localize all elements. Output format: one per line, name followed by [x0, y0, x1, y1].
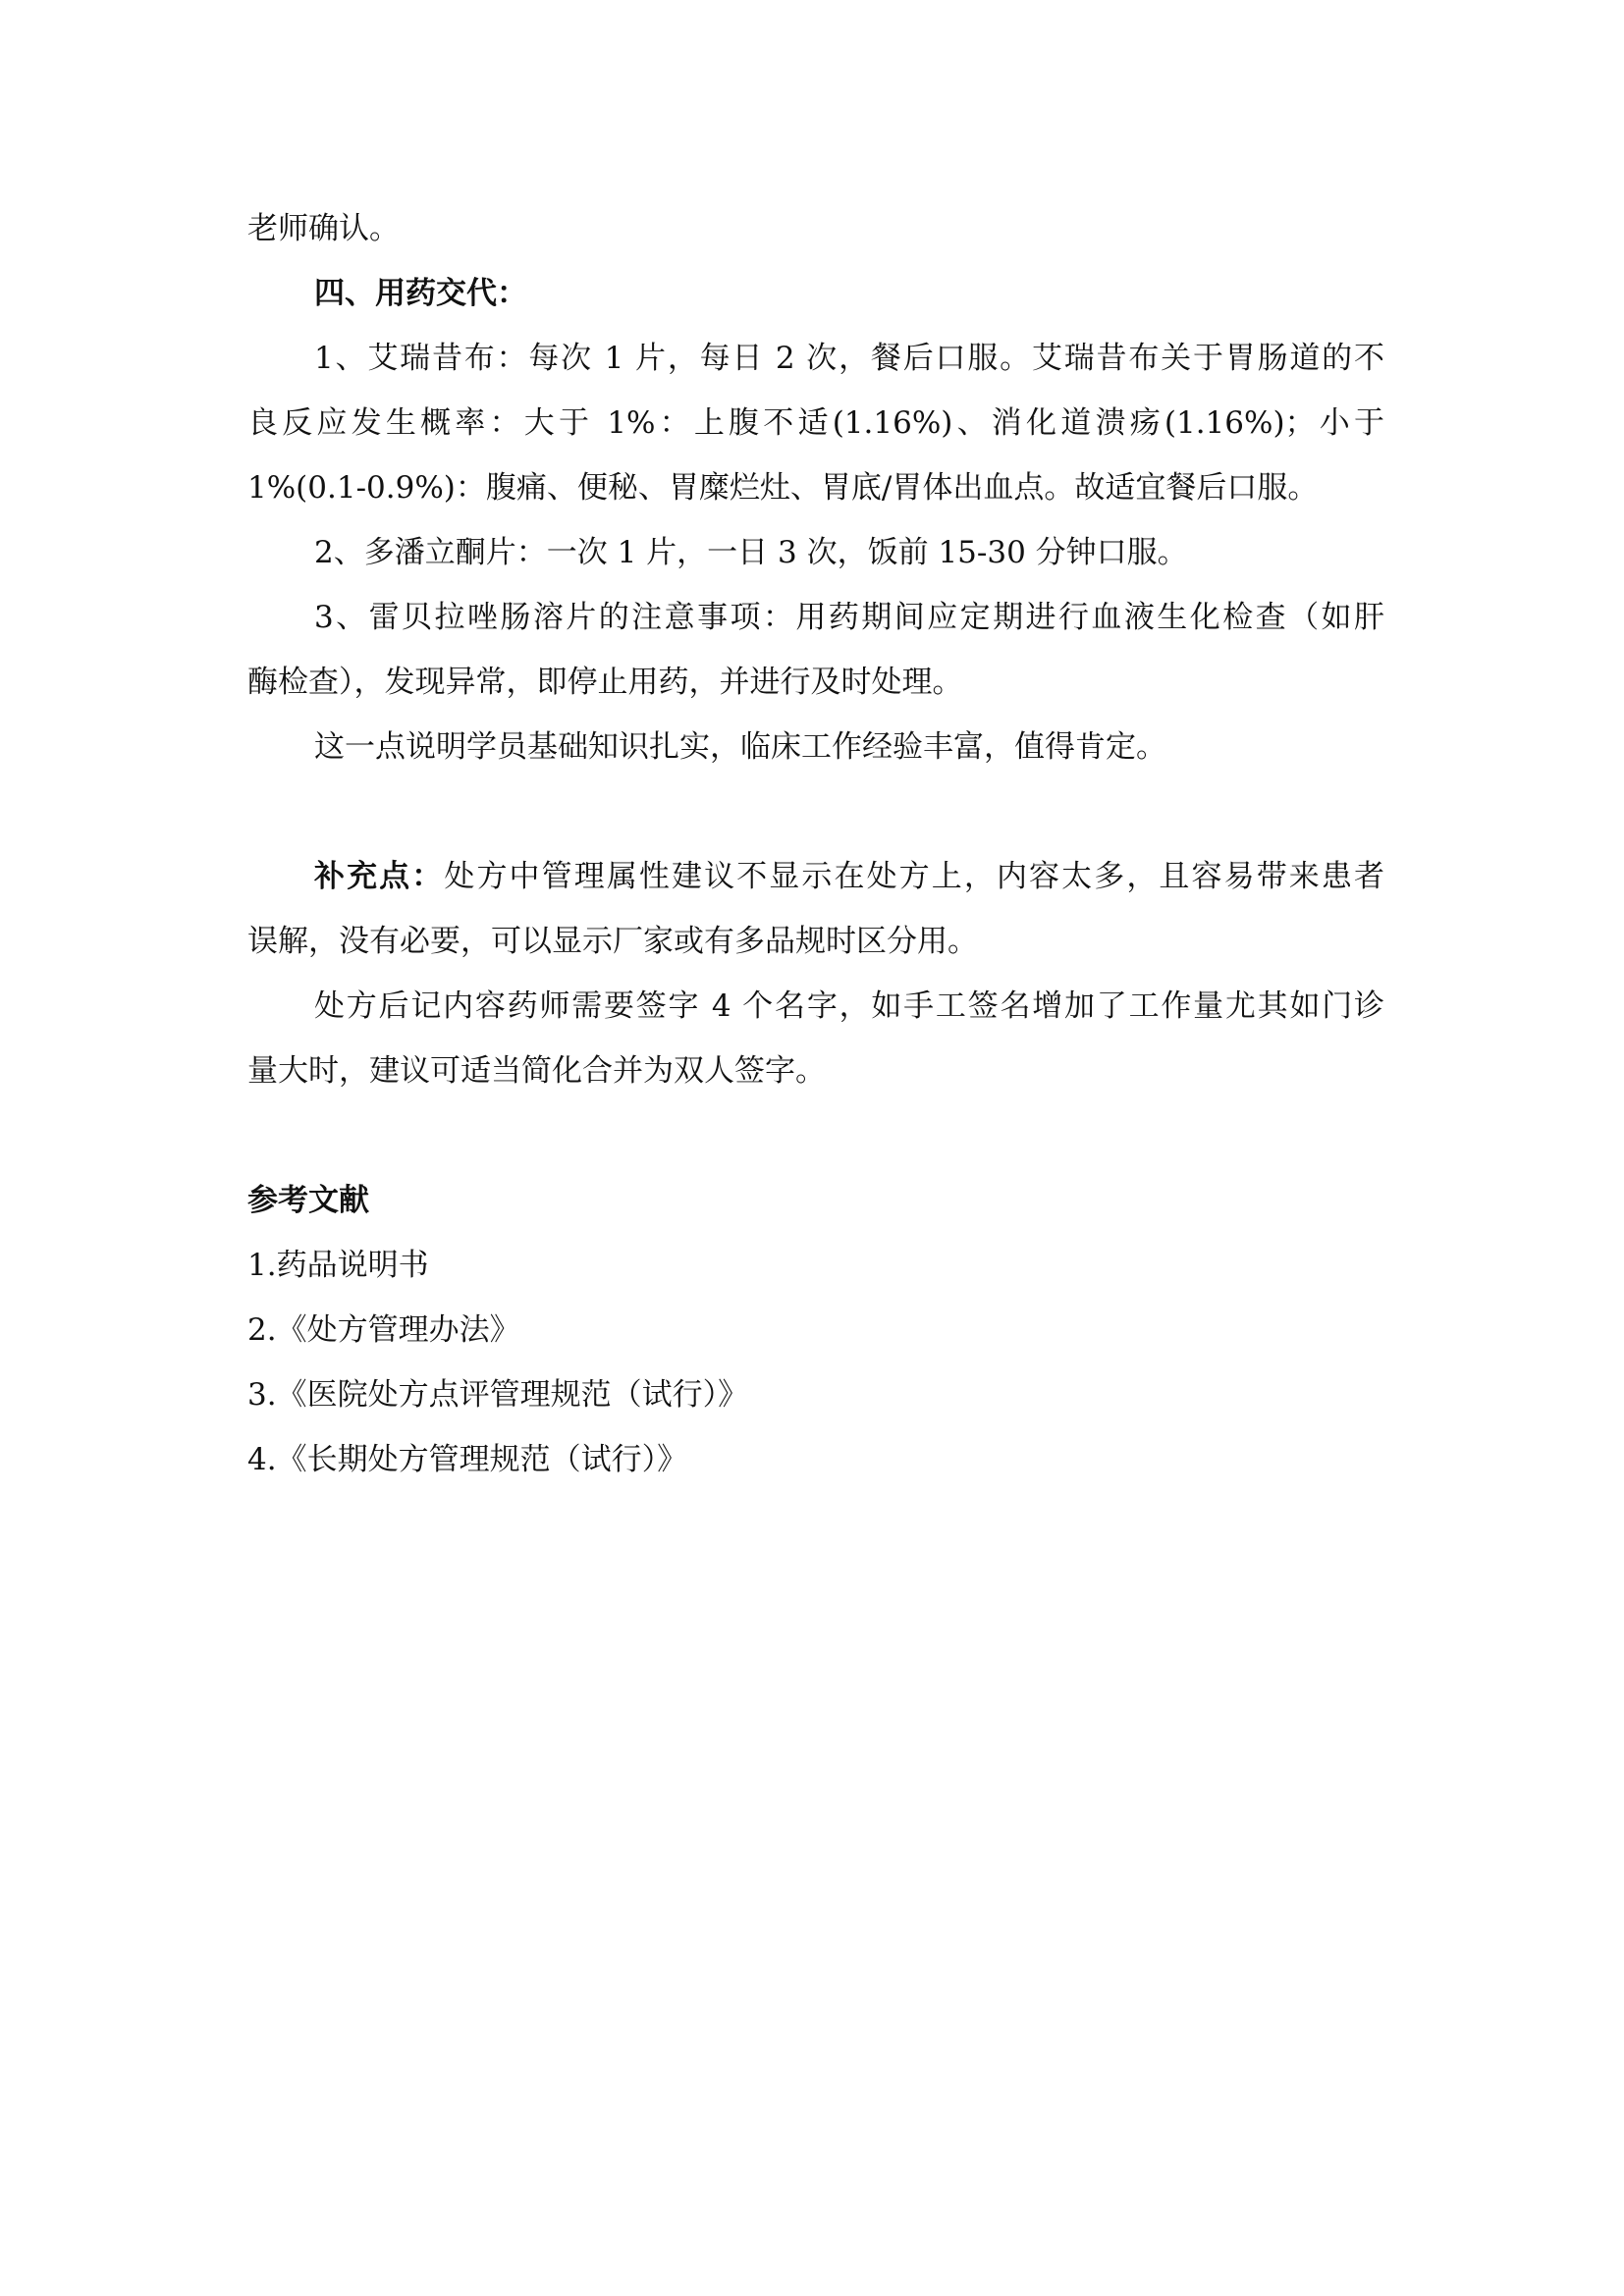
supplement-line1 [247, 844, 1384, 909]
paragraph-gap [247, 1103, 1384, 1168]
reference-item: 2.《处方管理办法》 [247, 1312, 520, 1348]
reviewer-comment: 这一点说明学员基础知识扎实，临床工作经验丰富，值得肯定。 [314, 729, 1166, 765]
paragraph-gap [247, 779, 1384, 844]
document-page [247, 196, 1384, 1492]
reference-item: 3.《医院处方点评管理规范（试行）》 [247, 1377, 749, 1413]
reference-item: 1.药品说明书 [247, 1248, 429, 1283]
item3-line1: 3、雷贝拉唑肠溶片的注意事项：用药期间应定期进行血液生化检查（如肝 [314, 600, 1384, 635]
section-heading-medication-instructions: 四、用药交代： [314, 276, 527, 311]
item1-line3: 1%(0.1-0.9%)：腹痛、便秘、胃糜烂灶、胃底/胃体出血点。故适宜餐后口服。 [247, 470, 1319, 506]
reference-item: 4.《长期处方管理规范（试行）》 [247, 1442, 688, 1477]
intro-tail-text: 老师确认。 [247, 211, 400, 246]
supplement-para2-line1: 处方后记内容药师需要签字 4 个名字，如手工签名增加了工作量尤其如门诊 [314, 988, 1384, 1024]
references-title: 参考文献 [247, 1183, 369, 1218]
item1-line2: 良反应发生概率：大于 1%：上腹不适(1.16%)、消化道溃疡(1.16%)；小于 [247, 405, 1384, 441]
item3-line2: 酶检查），发现异常，即停止用药，并进行及时处理。 [247, 665, 963, 700]
supplement-line1-text: 处方中管理属性建议不显示在处方上，内容太多，且容易带来患者 [444, 859, 1384, 894]
supplement-line2: 误解，没有必要，可以显示厂家或有多品规时区分用。 [247, 924, 978, 959]
item1-line1: 1、艾瑞昔布：每次 1 片，每日 2 次，餐后口服。艾瑞昔布关于胃肠道的不 [314, 341, 1384, 376]
supplement-label: 补充点： [314, 859, 445, 894]
supplement-para2-line2: 量大时，建议可适当简化合并为双人签字。 [247, 1053, 826, 1089]
item2-text: 2、多潘立酮片：一次 1 片，一日 3 次，饭前 15-30 分钟口服。 [314, 535, 1188, 570]
